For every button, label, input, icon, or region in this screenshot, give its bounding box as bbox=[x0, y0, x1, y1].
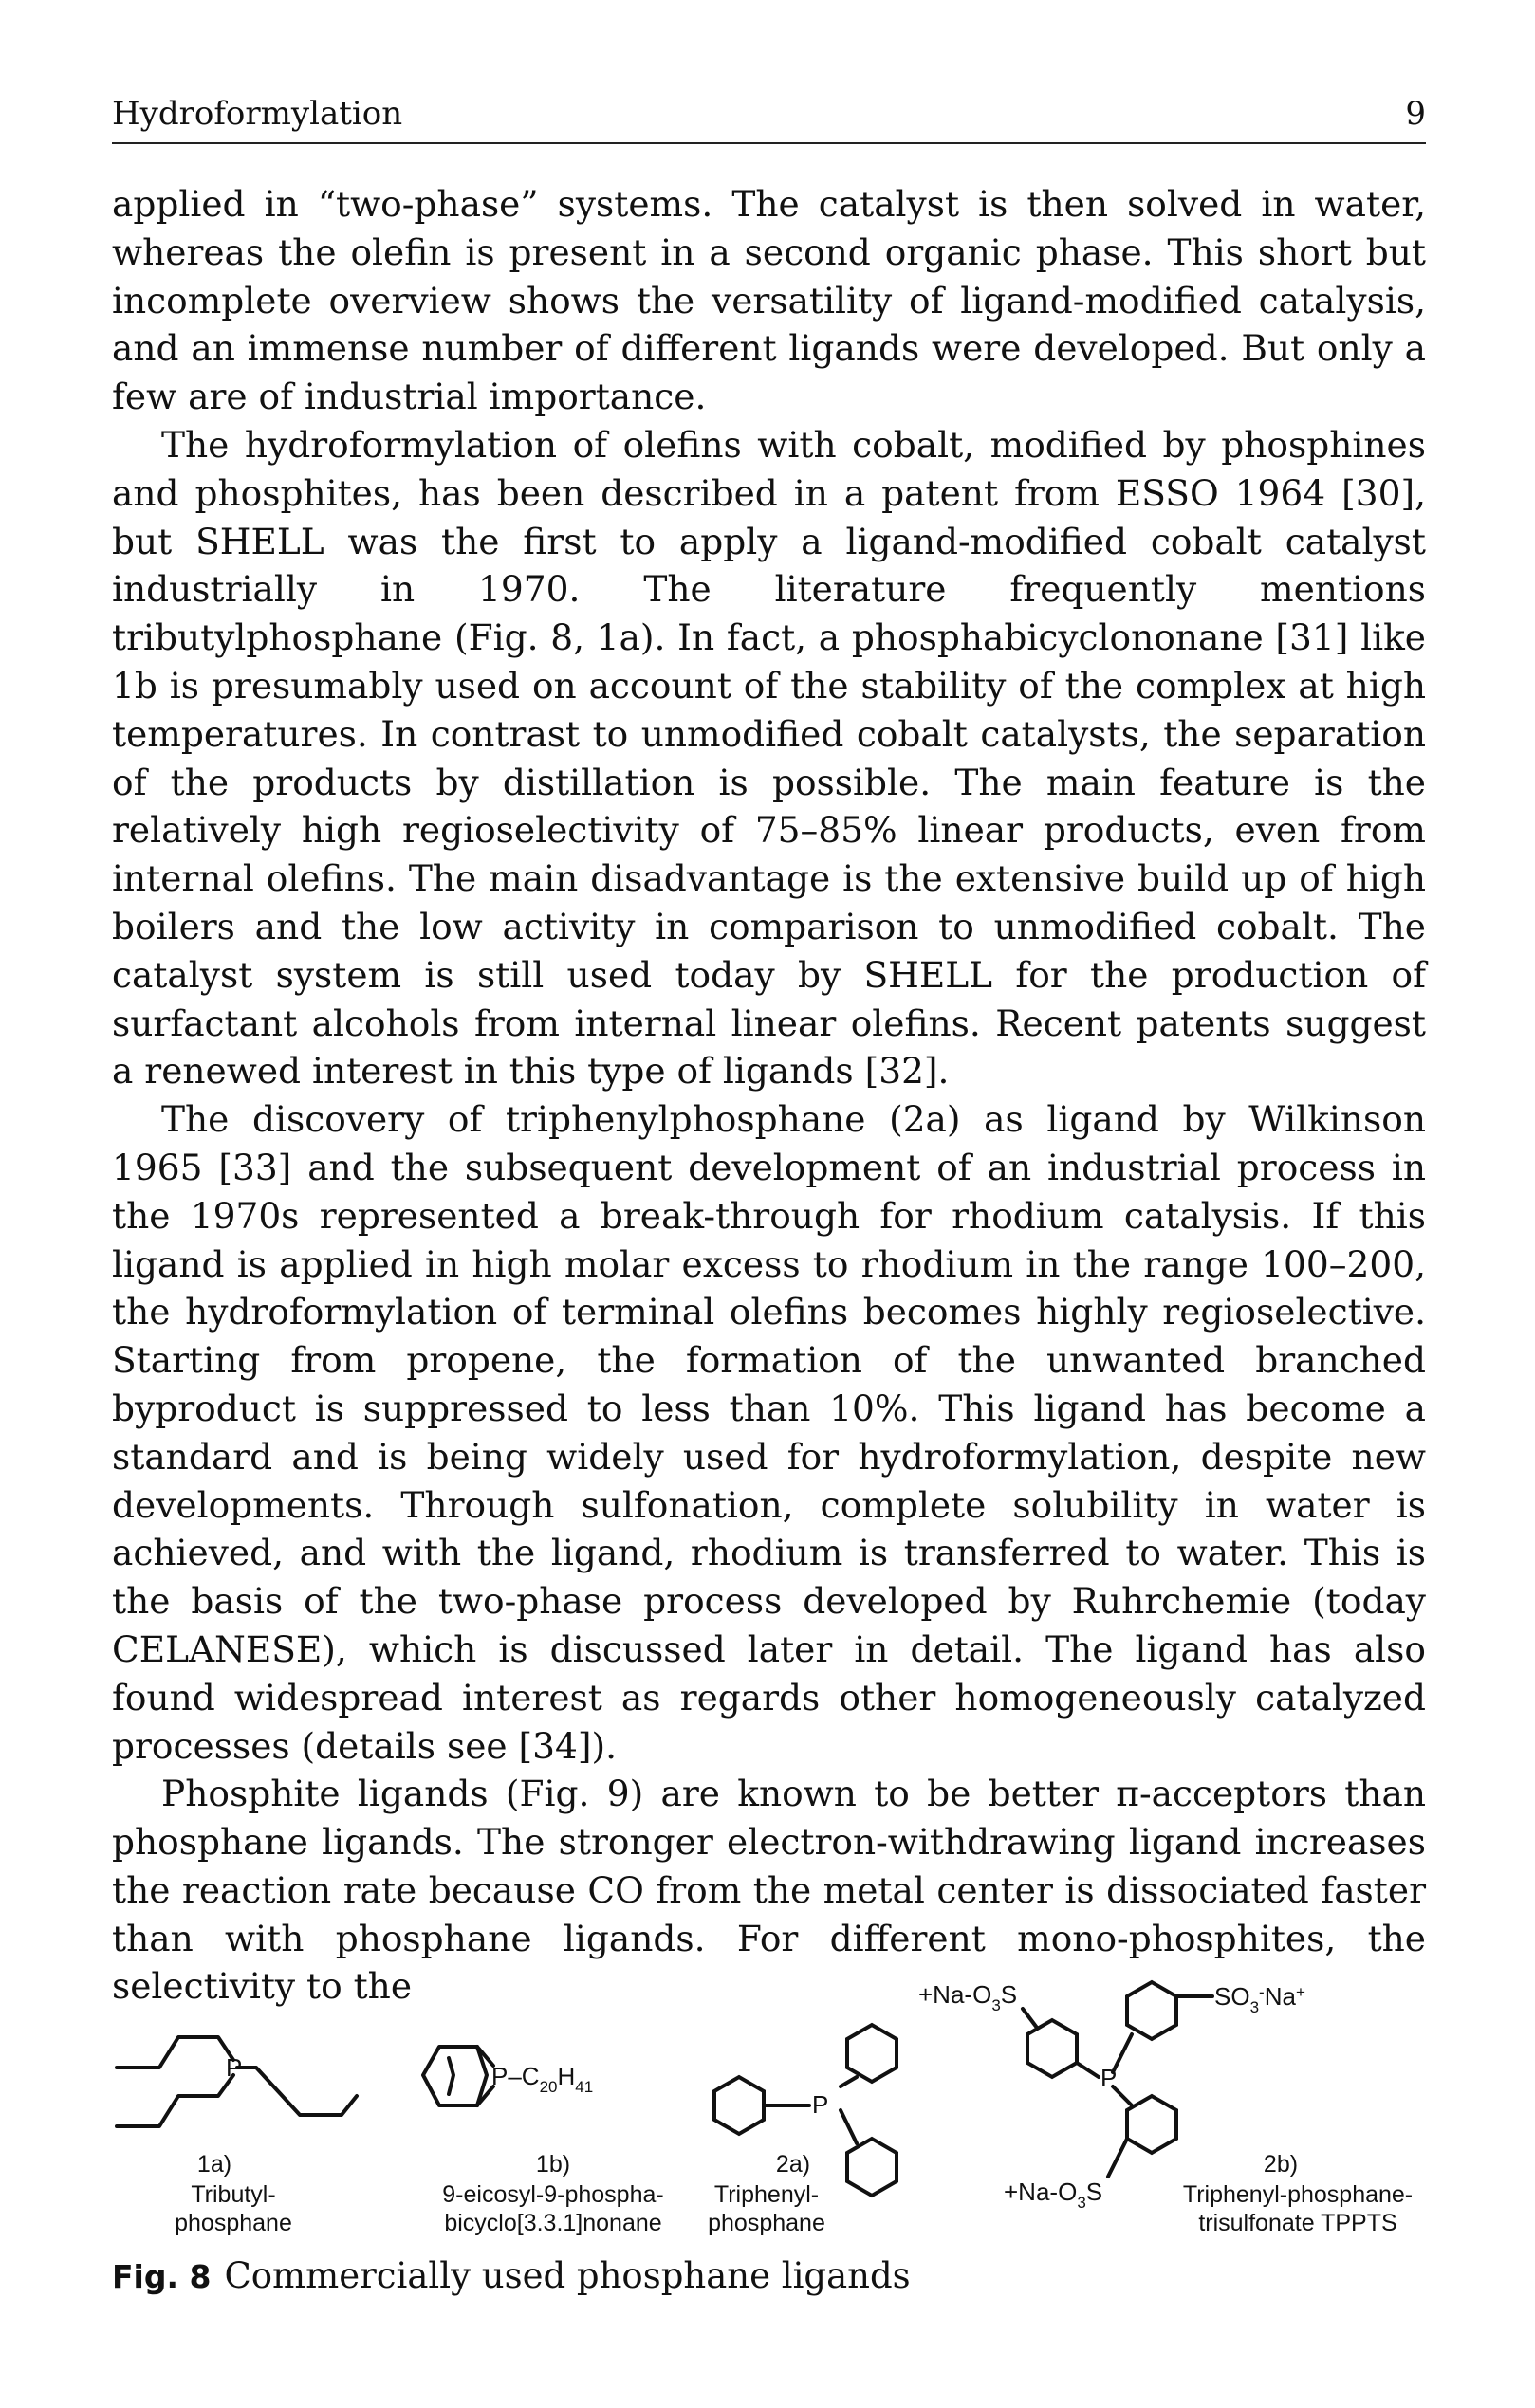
c20h41-label: $P-C_{20}H_{41}$ bbox=[491, 2062, 594, 2096]
compound-id: 2a) bbox=[775, 2151, 811, 2178]
triphenylphosphane-structure bbox=[708, 2025, 897, 2236]
compound-name-line2: bicyclo[3.3.1]nonane bbox=[444, 2210, 662, 2236]
figure-caption-text: Commercially used phosphane ligands bbox=[224, 2255, 911, 2296]
compound-id: 1a) bbox=[196, 2151, 232, 2178]
compound-name-line1: Triphenyl- bbox=[713, 2181, 820, 2208]
paragraph: applied in “two-phase” systems. The catalyst is then solved in water, whereas the olefin is present in a second organic phase. This short but incomplete overview shows the versatility of ligand-modified catalysis, and an immense number of different ligands were developed. But only a few are of industrial importance. bbox=[112, 183, 1426, 418]
compound-name-line2: trisulfonate TPPTS bbox=[1198, 2210, 1397, 2236]
compound-id: 2b) bbox=[1263, 2151, 1299, 2178]
figure-caption bbox=[112, 2255, 911, 2296]
compound-name-line1: 9-eicosyl-9-phospha- bbox=[442, 2181, 664, 2208]
figure-label: Fig. 8 bbox=[112, 2258, 212, 2295]
tributylphosphane-structure bbox=[117, 2037, 357, 2236]
compound-name-line2: phosphane bbox=[708, 2210, 825, 2236]
phosphorus-atom: P bbox=[226, 2053, 243, 2082]
phosphorus-atom: P bbox=[1100, 2064, 1118, 2092]
sodium-sulfonate-label: $+Na-O_3S$ bbox=[1004, 2178, 1103, 2212]
compound-id: 1b) bbox=[535, 2151, 571, 2178]
compound-name-line2: phosphane bbox=[175, 2210, 292, 2236]
sodium-sulfonate-label: $+Na-O_3S$ bbox=[918, 1980, 1018, 2014]
compound-name-line1: Triphenyl-phosphane- bbox=[1182, 2181, 1414, 2208]
running-head bbox=[112, 95, 1426, 144]
phosphabicyclononane-structure bbox=[423, 2047, 664, 2236]
compound-name-line1: Tributyl- bbox=[191, 2181, 276, 2208]
body-text bbox=[112, 180, 1426, 2011]
paragraph: The hydroformylation of olefins with cobalt, modified by phosphines and phosphites, has been described in a patent from ESSO 1964 [30], but SHELL was the first to apply a ligand-modified cobalt catalyst industrially in 1970. The literature frequently mentions tributylphosphane (Fig. 8, 1a). In fact, a phosphabicyclononane [31] like 1b is presumably used on account of the stability of the complex at high temperatures. In contrast to unmodified cobalt catalysts, the separation of the products by distillation is possible. The main feature is the relatively high regioselectivity of 75–85% linear products, even from internal olefins. The main disadvantage is the extensive build up of high boilers and the low activity in comparison to unmodified cobalt. The catalyst system is still used today by SHELL for the production of surfactant alcohols from internal linear olefins. Recent patents suggest a renewed interest in this type of ligands [32]. bbox=[112, 423, 1426, 1093]
paragraph: Phosphite ligands (Fig. 9) are known to be better π-acceptors than phosphane ligands. The stronger electron-withdrawing ligand increases the reaction rate because CO from the metal center is dissociated faster than with phosphane ligands. For different mono-phosphites, the selectivity to the bbox=[112, 1773, 1426, 2008]
page-number: 9 bbox=[1405, 95, 1426, 133]
sulfonate-label: $SO_3^-Na^+$ bbox=[1214, 1982, 1305, 2016]
structures-drawing bbox=[112, 1944, 1426, 2257]
paragraph: The discovery of triphenylphosphane (2a) as ligand by Wilkinson 1965 [33] and the subsequent development of an industrial process in the 1970s represented a break-through for rhodium catalysis. If this ligand is applied in high molar excess to rhodium in the range 100–200, the hydroformylation of terminal olefins becomes highly regioselective. Starting from propene, the formation of the unwanted branched byproduct is suppressed to less than 10%. This ligand has become a standard and is being widely used for hydroformylation, despite new developments. Through sulfonation, complete solubility in water is achieved, and with the ligand, rhodium is transferred to water. This is the basis of the two-phase process developed by Ruhrchemie (today CELANESE), which is discussed later in detail. The ligand has also found widespread interest as regards other homogeneously catalyzed processes (details see [34]). bbox=[112, 1098, 1426, 1767]
phosphorus-atom: P bbox=[812, 2090, 829, 2119]
running-title: Hydroformylation bbox=[112, 95, 403, 133]
tppts-structure bbox=[918, 1980, 1413, 2236]
